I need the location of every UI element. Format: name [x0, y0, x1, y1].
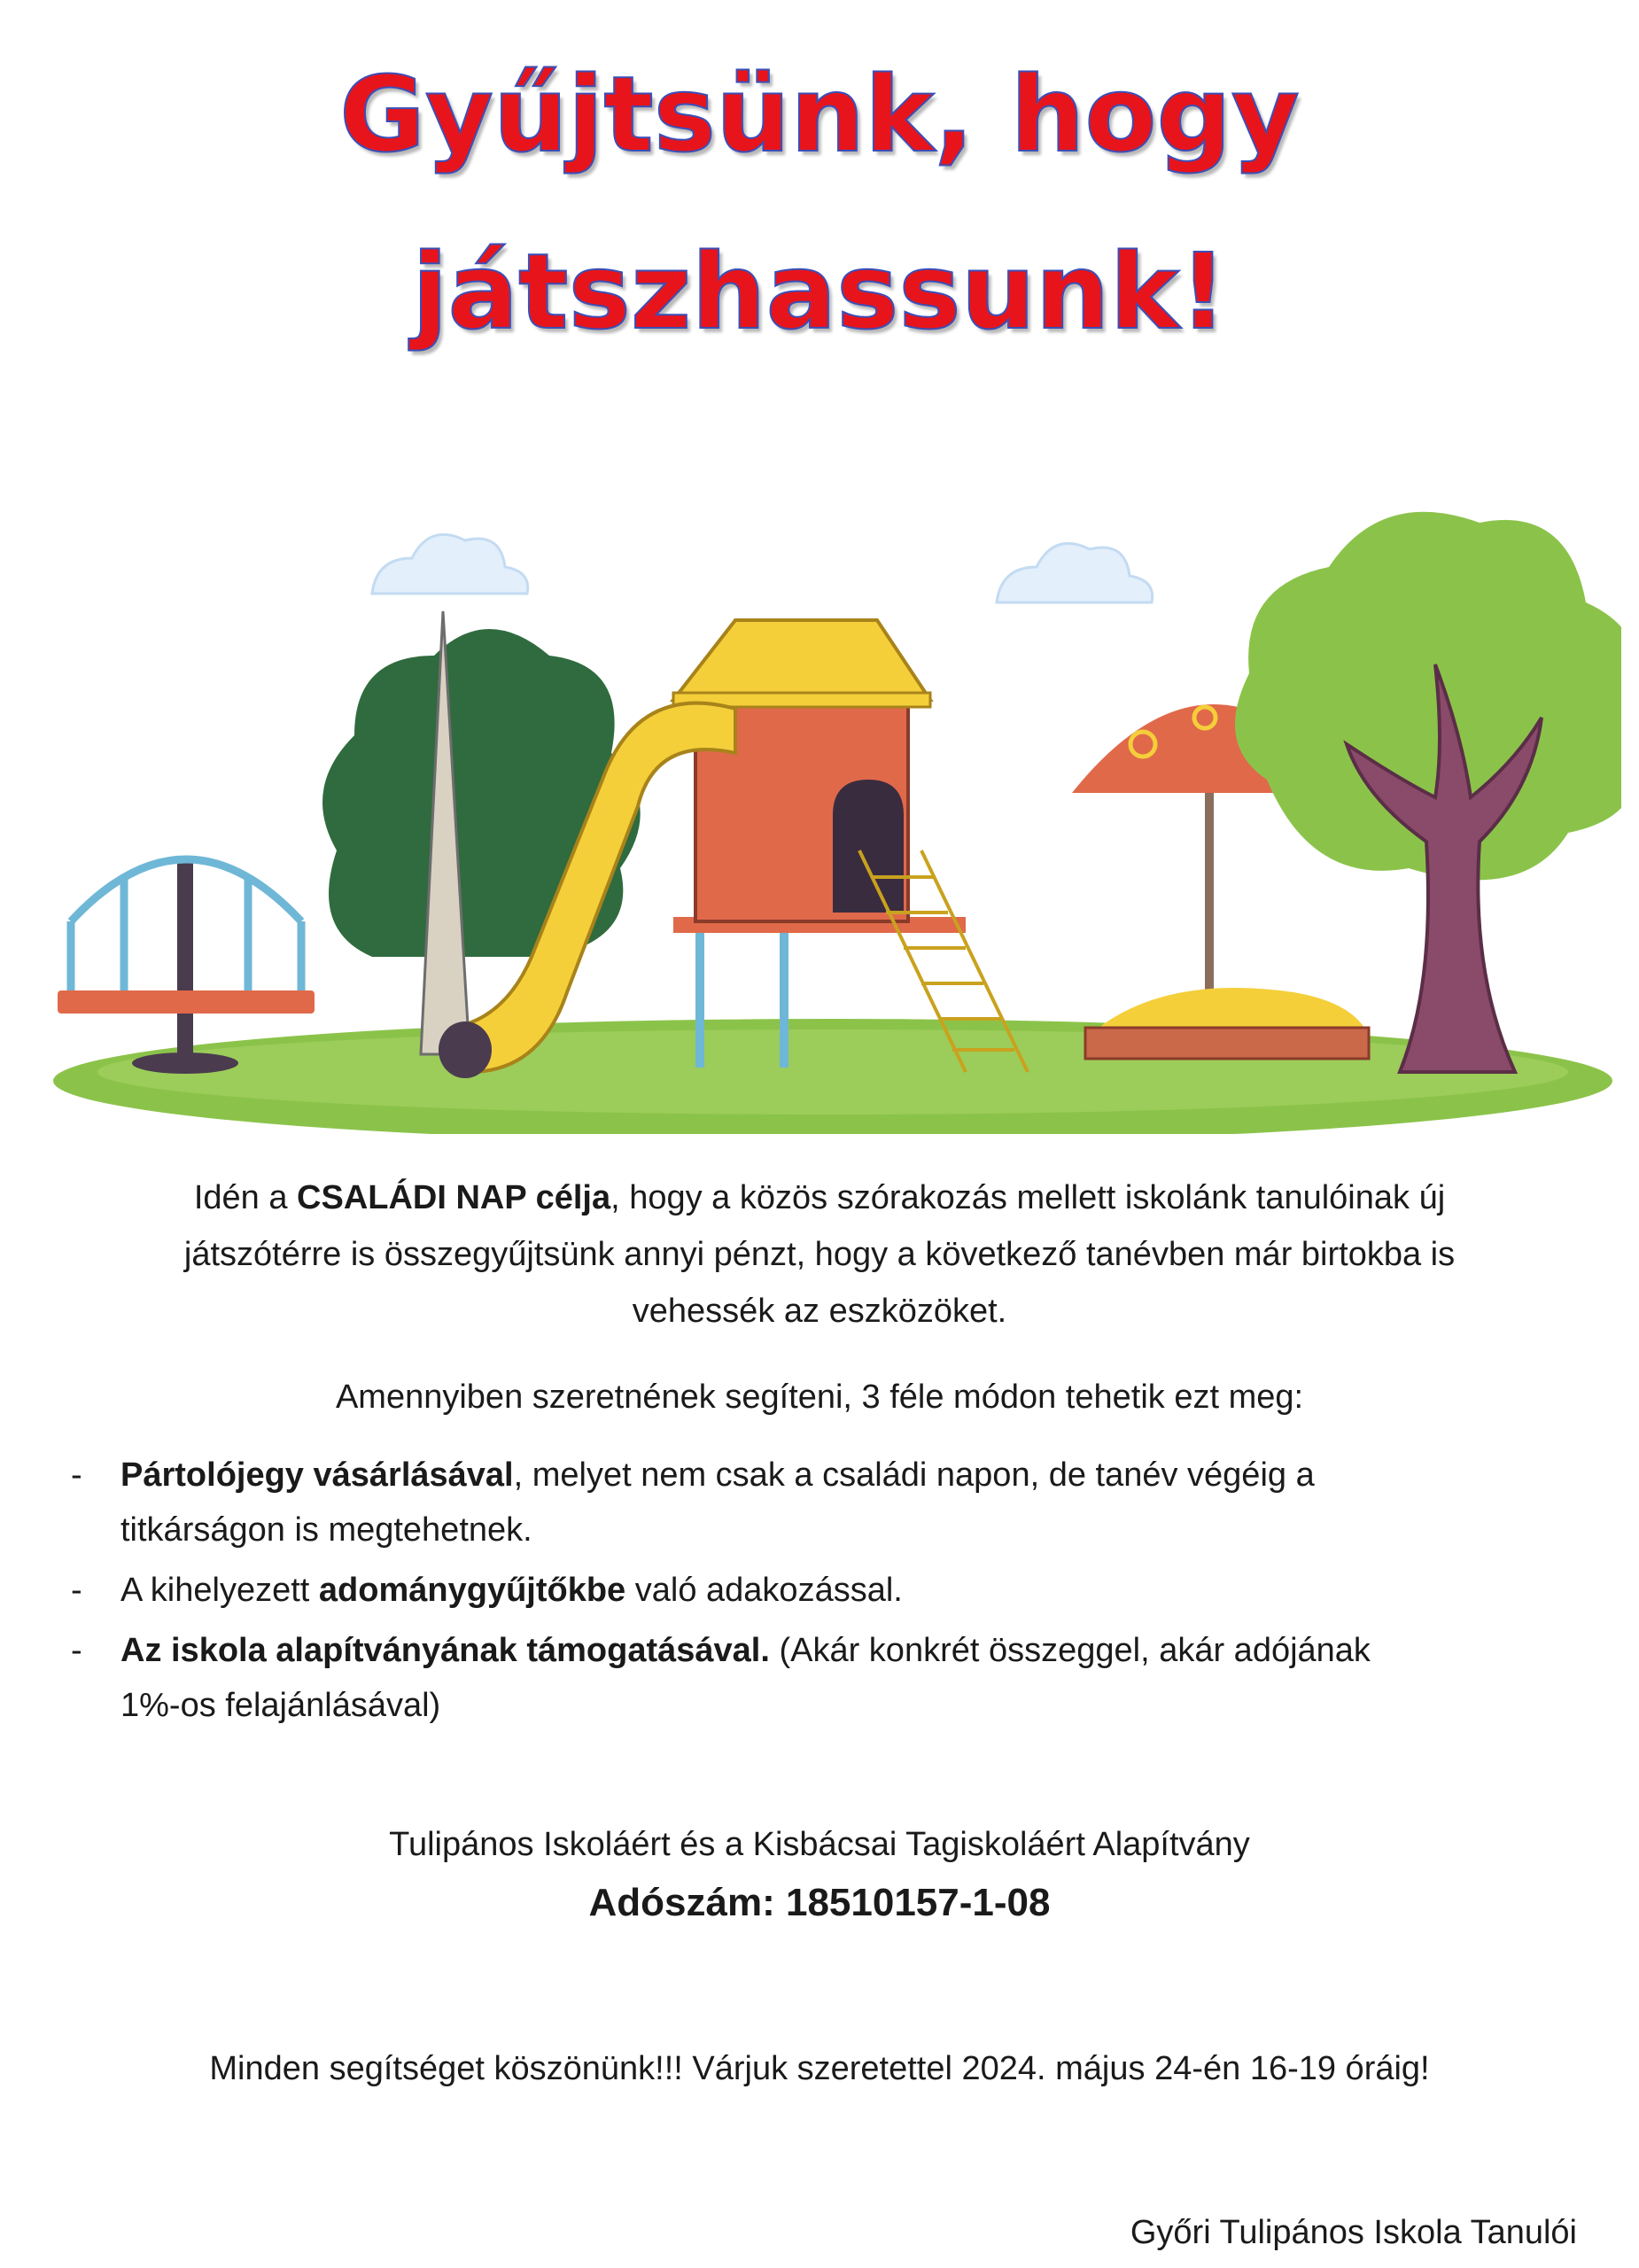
- list-item: [71, 1623, 1577, 1733]
- method-pre: A kihelyezett: [120, 1572, 319, 1609]
- method-bold: adománygyűjtőkbe: [318, 1572, 626, 1609]
- method-text: , melyet nem csak a családi napon, de tanév végéig a: [513, 1456, 1315, 1494]
- cloud-right: [997, 543, 1153, 602]
- method-text-cont: 1%-os felajánlásával): [120, 1687, 441, 1724]
- big-tree: [1235, 512, 1621, 1072]
- intro-text-continue: , hogy a közös szórakozás mellett iskolánk tanulóinak új: [610, 1179, 1446, 1216]
- method-text: (Akár konkrét összeggel, akár adójának: [769, 1632, 1371, 1669]
- method-bold: Az iskola alapítványának támogatásával.: [120, 1632, 770, 1669]
- intro-line-2: játszótérre is összegyűjtsünk annyi pénzt, hogy a következő tanévben már birtokba is: [183, 1236, 1456, 1273]
- thanks-message: Minden segítséget köszönünk!!! Várjuk szeretettel 2024. május 24-én 16-19 óráig!: [209, 2050, 1430, 2087]
- help-ways-intro: Amennyiben szeretnének segíteni, 3 féle módon tehetik ezt meg:: [335, 1379, 1304, 1416]
- signature: Győri Tulipános Iskola Tanulói: [1130, 2214, 1577, 2251]
- list-dash: -: [71, 1632, 82, 1669]
- playground-illustration: [35, 461, 1621, 1134]
- poster-title-line-1: Gyűjtsünk, hogy: [339, 53, 1300, 175]
- intro-paragraph: [35, 1169, 1604, 1340]
- donation-methods-list: [71, 1448, 1577, 1733]
- list-item: [71, 1448, 1577, 1557]
- intro-highlight: CSALÁDI NAP célja: [297, 1179, 611, 1216]
- tax-number: Adószám: 18510157-1-08: [588, 1881, 1051, 1924]
- list-dash: -: [71, 1572, 82, 1609]
- list-dash: -: [71, 1456, 82, 1494]
- cloud-left: [372, 534, 528, 594]
- list-item: [71, 1563, 1577, 1618]
- intro-text-start: Idén a: [193, 1179, 298, 1216]
- method-bold: Pártolójegy vásárlásával: [120, 1456, 514, 1494]
- method-text: való adakozással.: [625, 1572, 903, 1609]
- foundation-name: Tulipános Iskoláért és a Kisbácsai Tagiskoláért Alapítvány: [389, 1826, 1250, 1863]
- intro-line-3: vehessék az eszközöket.: [632, 1293, 1007, 1330]
- poster-title-line-2: játszhassunk!: [412, 230, 1227, 353]
- method-text-cont: titkárságon is megtehetnek.: [120, 1511, 532, 1549]
